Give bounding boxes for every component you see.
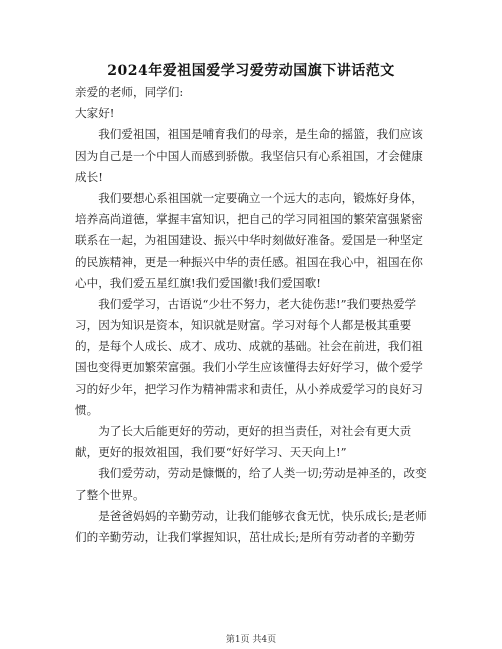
- paragraph: [75, 124, 429, 188]
- text-line: 我们要想心系祖国就一定要确立一个远大的志向，锻炼好身体，: [75, 190, 423, 205]
- text-line: 的，是每个人成长、成才、成功、成就的基础。社会在前进，我们祖: [75, 339, 423, 354]
- document-title: 2024年爱祖国爱学习爱劳动国旗下讲话范文: [107, 63, 395, 79]
- text-line: 习的好少年，把学习作为精神需求和责任，从小养成爱学习的良好习: [75, 381, 423, 396]
- text-line: 因为自己是一个中国人而感到骄傲。我坚信只有心系祖国，才会健康: [75, 148, 423, 163]
- text-line: 联系在一起，为祖国建设、振兴中华时刻做好准备。爱国是一种坚定: [75, 233, 423, 248]
- text-line: 惯。: [75, 402, 99, 417]
- paragraph: [75, 421, 429, 463]
- text-line: 我们爱祖国，祖国是哺育我们的母亲，是生命的摇篮，我们应该: [75, 127, 423, 142]
- text-line: 国也变得更加繁荣富强。我们小学生应该懂得去好好学习，做个爱学: [75, 360, 423, 375]
- paragraph: [75, 103, 429, 124]
- text-line: 亲爱的老师，同学们:: [75, 85, 184, 99]
- text-line: 成长!: [75, 169, 103, 184]
- text-line: 习，因为知识是资本，知识就是财富。学习对每个人都是极其重要: [75, 318, 412, 333]
- text-line: 们的辛勤劳动，让我们掌握知识，茁壮成长;是所有劳动者的辛勤劳: [75, 529, 416, 544]
- page-footer: 第1页 共4页: [225, 635, 277, 645]
- text-line: 为了长大后能更好的劳动，更好的担当责任，对社会有更大贡: [75, 424, 412, 438]
- paragraph: [75, 188, 429, 294]
- text-line: 我们爱学习，古语说“少壮不努力，老大徒伤悲!”我们要热爱学: [75, 296, 417, 311]
- paragraph: [75, 82, 429, 103]
- text-line: 心中，我们爱五星红旗!我们爱国徽!我们爱国歌!: [75, 275, 321, 290]
- text-line: 的民族精神，更是一种振兴中华的责任感。祖国在我心中，祖国在你: [75, 254, 423, 269]
- text-line: 献，更好的报效祖国，我们要“好好学习、天天向上!”: [75, 445, 347, 460]
- paragraph: [75, 463, 429, 505]
- text-line: 是爸爸妈妈的辛勤劳动，让我们能够衣食无忧，快乐成长;是老师: [75, 508, 427, 523]
- paragraph: [75, 294, 429, 421]
- text-line: 我们爱劳动，劳动是慷慨的，给了人类一切;劳动是神圣的，改变: [75, 466, 427, 481]
- paragraph: [75, 506, 429, 548]
- text-line: 培养高尚道德，掌握丰富知识，把自己的学习同祖国的繁荣富强紧密: [75, 212, 423, 227]
- document-body: [75, 82, 429, 548]
- text-line: 了整个世界。: [75, 487, 145, 502]
- text-line: 大家好!: [75, 106, 115, 121]
